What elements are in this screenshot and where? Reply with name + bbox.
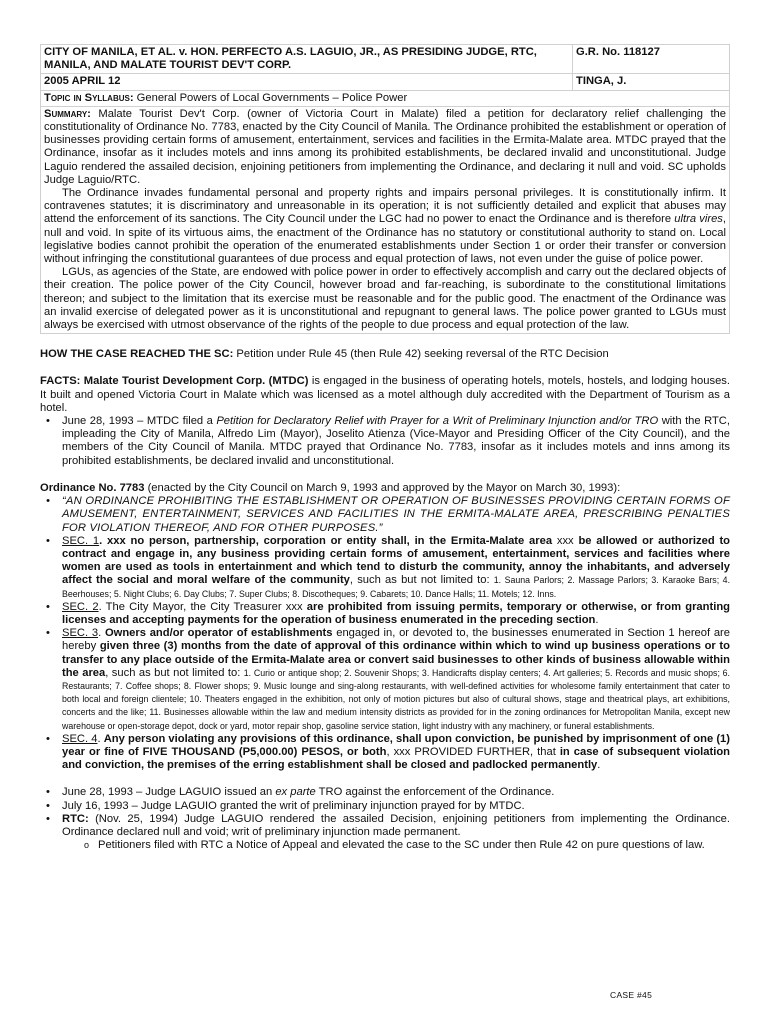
facts-label: FACTS: Malate Tourist Development Corp. (MTDC) (40, 375, 309, 388)
section-4: • SEC. 4. Any person violating any provisions of this ordinance, shall upon conviction, be punished by imprisonment of one (1) year or fine of FIVE THOUSAND (P5,000.00) PESOS, or both, xxx PROVIDED FURTHER, that in case of subsequent violation and conviction, the premises of the erring establishment shall be closed and padlocked permanently. (62, 733, 730, 773)
section-3: • SEC. 3. Owners and/or operator of establishments engaged in, or devoted to, the businesses enumerated in Section 1 hereof are hereby given three (3) months from the date of approval of this ordinance within which to wind up business operations or to transfer to any place outside of the Ermita-Malate area or convert said businesses to other kinds of business allowable within the area, such as but not limited to: 1. Curio or antique shop; 2. Souvenir Shops; 3. Handicrafts display centers; 4. Art galleries; 5. Records and music shops; 6. Restaurants; 7. Coffee shops; 8. Flower shops; 9. Music lounge and sing-along restaurants, with well-defined activities for wholesome family entertainment that cater to both local and foreign clientele; 10. Theaters engaged in the exhibition, not only of motion pictures but also of cultural shows, stage and theatrical plays, art exhibitions, concerts and the like; 11. Businesses allowable within the law and medium intensity districts as provided for in the zoning ordinances for Metropolitan Manila, except new warehouse or open-storage depot, dock or yard, motor repair shop, gasoline service station, light industry with any machinery, or funeral establishments. (62, 627, 730, 733)
list-item: o Petitioners filed with RTC a Notice of Appeal and elevated the case to the SC under then Rule 42 on pure questions of law. (98, 839, 730, 852)
gr-number: G.R. No. 118127 (573, 45, 730, 74)
summary-paragraph-1: Summary: Malate Tourist Dev't Corp. (owner of Victoria Court in Malate) filed a petition for declaratory relief challenging the constitutionality of Ordinance No. 7783, enacted by the City Council of Manila. The Ordinance prohibited the establishment or operation of businesses providing certain forms of amusement, entertainment, services and facilities in the Ermita-Malate area. MTDC prayed that the Ordinance, insofar as it includes motels and inns among its prohibited establishments, be declared invalid and unconstitutional. Judge Laguio rendered the assailed decision, enjoining petitioners from implementing the Ordinance, and declaring it null and void. SC upholds Judge Laguio/RTC. (44, 107, 726, 186)
summary-cell (41, 106, 730, 333)
case-header-table (40, 44, 730, 334)
case-number-footer: CASE #45 (610, 990, 653, 1000)
ponente: TINGA, J. (573, 74, 730, 90)
timeline-list (40, 786, 730, 852)
list-item: • July 16, 1993 – Judge LAGUIO granted the writ of preliminary injunction prayed for by MTDC. (62, 800, 730, 813)
list-item: • June 28, 1993 – Judge LAGUIO issued an ex parte TRO against the enforcement of the Ordinance. (62, 786, 730, 799)
how-case-reached: HOW THE CASE REACHED THE SC: Petition under Rule 45 (then Rule 42) seeking reversal of the RTC Decision (40, 348, 609, 361)
facts-list (40, 415, 730, 468)
topic-label: Topic in Syllabus: (44, 91, 134, 104)
list-item: • RTC: (Nov. 25, 1994) Judge LAGUIO rendered the assailed Decision, enjoining petitioners from implementing the Ordinance. Ordinance declared null and void; writ of preliminary injunction made permanent. o Petitioners filed with RTC a Notice of Appeal and elevated the case to the SC under then Rule 42 on pure questions of law. (62, 813, 730, 853)
ordinance-list (40, 495, 730, 772)
facts-section: FACTS: Malate Tourist Development Corp. (MTDC) is engaged in the business of operating hotels, motels, hostels, and lodging houses. It built and opened Victoria Court in Malate which was licensed as a motel although duly accredited with the Department of Tourism as a hotel. • June 28, 1993 – MTDC filed a Petition for Declaratory Relief with Prayer for a Writ of Preliminary Injunction and/or TRO with the RTC, impleading the City of Manila, Alfredo Lim (Mayor), Joselito Atienza (Vice-Mayor and Presiding Officer of the City Council), and the members of the City Council of Manila. MTDC prayed that Ordinance No. 7783, insofar as it includes motels and inns among its prohibited establishments, be declared invalid and unconstitutional. (40, 375, 730, 467)
topic-row (41, 90, 730, 106)
list-item: • June 28, 1993 – MTDC filed a Petition for Declaratory Relief with Prayer for a Writ of Preliminary Injunction and/or TRO with the RTC, impleading the City of Manila, Alfredo Lim (Mayor), Joselito Atienza (Vice-Mayor and Presiding Officer of the City Council), and the members of the City Council of Manila. MTDC prayed that Ordinance No. 7783, insofar as it includes motels and inns among its prohibited establishments, be declared invalid and unconstitutional. (62, 415, 730, 468)
decision-date: 2005 APRIL 12 (41, 74, 573, 90)
summary-paragraph-2: The Ordinance invades fundamental personal and property rights and impairs personal privileges. It is constitutionally infirm. It contravenes statutes; it is discriminatory and unreasonable in its operation; it is not sufficiently detailed and explicit that abuses may attend the enforcement of its sanctions. The City Council under the LGC had no power to enact the Ordinance and is therefore ultra vires, null and void. In spite of its virtuous aims, the enactment of the Ordinance has no statutory or constitutional authority to stand on. Local legislative bodies cannot prohibit the operation of the enumerated establishments under Section 1 or order their transfer or conversion without infringing the constitutional guarantees of due process and equal protection of laws, not even under the guise of police power. (44, 187, 726, 266)
topic-text: General Powers of Local Governments – Police Power (133, 91, 408, 104)
ordinance-section: Ordinance No. 7783 (enacted by the City Council on March 9, 1993 and approved by the Mayor on March 30, 1993): • “AN ORDINANCE PROHIBITING THE ESTABLISHMENT OR OPERATION OF BUSINESSES PROVIDING CERTAIN FORMS OF AMUSEMENT, ENTERTAINMENT, SERVICES AND FACILITIES IN THE ERMITA-MALATE AREA, PRESCRIBING PENALTIES FOR VIOLATION THEREOF, AND FOR OTHER PURPOSES.” • SEC. 1. xxx no person, partnership, corporation or entity shall, in the Ermita-Malate area xxx be allowed or authorized to contract and engage in, any business providing certain forms of amusement, entertainment, services and facilities where women are used as tools in entertainment and which tend to disturb the community, annoy the inhabitants, and adversely affect the social and moral welfare of the community, such as but not limited to: 1. Sauna Parlors; 2. Massage Parlors; 3. Karaoke Bars; 4. Beerhouses; 5. Night Clubs; 6. Day Clubs; 7. Super Clubs; 8. Discotheques; 9. Cabarets; 10. Dance Halls; 11. Motels; 12. Inns. • SEC. 2. The City Mayor, the City Treasurer xxx are prohibited from issuing permits, temporary or otherwise, or from granting licenses and accepting payments for the operation of business enumerated in the preceding section. • SEC. 3. Owners and/or operator of establishments engaged in, or devoted to, the businesses enumerated in Section 1 hereof are hereby given three (3) months from the date of approval of this ordinance within which to wind up business operations or to transfer to any place outside of the Ermita-Malate area or convert said businesses to other kinds of business allowable within the area, such as but not limited to: 1. Curio or antique shop; 2. Souvenir Shops; 3. Handicrafts display centers; 4. Art galleries; 5. Records and music shops; 6. Restaurants; 7. Coffee shops; 8. Flower shops; 9. Music lounge and sing-along restaurants, with well-defined activities for wholesome family entertainment that cater to both local and foreign clientele; 10. Theaters engaged in the exhibition, not only of motion pictures but also of cultural shows, stage and theatrical plays, art exhibitions, concerts and the like; 11. Businesses allowable within the law and medium intensity districts as provided for in the zoning ordinances for Metropolitan Manila, except new warehouse or open-storage depot, dock or yard, motor repair shop, gasoline service station, light industry with any machinery, or funeral establishments. • SEC. 4. Any person violating any provisions of this ordinance, shall upon conviction, be punished by imprisonment of one (1) year or fine of FIVE THOUSAND (P5,000.00) PESOS, or both, xxx PROVIDED FURTHER, that in case of subsequent violation and conviction, the premises of the erring establishment shall be closed and padlocked permanently. (40, 482, 730, 772)
sub-list (62, 839, 730, 852)
section-2: • SEC. 2. The City Mayor, the City Treasurer xxx are prohibited from issuing permits, temporary or otherwise, or from granting licenses and accepting payments for the operation of business enumerated in the preceding section. (62, 601, 730, 627)
timeline-section (40, 786, 730, 852)
summary-label: Summary: (44, 107, 91, 120)
section-1: • SEC. 1. xxx no person, partnership, corporation or entity shall, in the Ermita-Malate area xxx be allowed or authorized to contract and engage in, any business providing certain forms of amusement, entertainment, services and facilities where women are used as tools in entertainment and which tend to disturb the community, annoy the inhabitants, and adversely affect the social and moral welfare of the community, such as but not limited to: 1. Sauna Parlors; 2. Massage Parlors; 3. Karaoke Bars; 4. Beerhouses; 5. Night Clubs; 6. Day Clubs; 7. Super Clubs; 8. Discotheques; 9. Cabarets; 10. Dance Halls; 11. Motels; 12. Inns. (62, 535, 730, 601)
summary-paragraph-3: LGUs, as agencies of the State, are endowed with police power in order to effectively accomplish and carry out the declared objects of their creation. The police power of the City Council, however broad and far-reaching, is subordinate to the constitutional limitations thereon; and subject to the limitation that its exercise must be reasonable and for the public good. The enactment of the Ordinance was an invalid exercise of delegated power as it is unconstitutional and repugnant to general laws. The police power granted to LGUs must always be exercised with utmost observance of the rights of the people to due process and equal protection of the law. (44, 266, 726, 332)
ordinance-label: Ordinance No. 7783 (40, 481, 145, 494)
case-title: CITY OF MANILA, ET AL. v. HON. PERFECTO A.S. LAGUIO, JR., AS PRESIDING JUDGE, RTC, MANILA, AND MALATE TOURIST DEV'T CORP. (41, 45, 573, 74)
document-page (40, 44, 730, 852)
ordinance-title: • “AN ORDINANCE PROHIBITING THE ESTABLISHMENT OR OPERATION OF BUSINESSES PROVIDING CERTAIN FORMS OF AMUSEMENT, ENTERTAINMENT, SERVICES AND FACILITIES IN THE ERMITA-MALATE AREA, PRESCRIBING PENALTIES FOR VIOLATION THEREOF, AND FOR OTHER PURPOSES.” (62, 495, 730, 535)
